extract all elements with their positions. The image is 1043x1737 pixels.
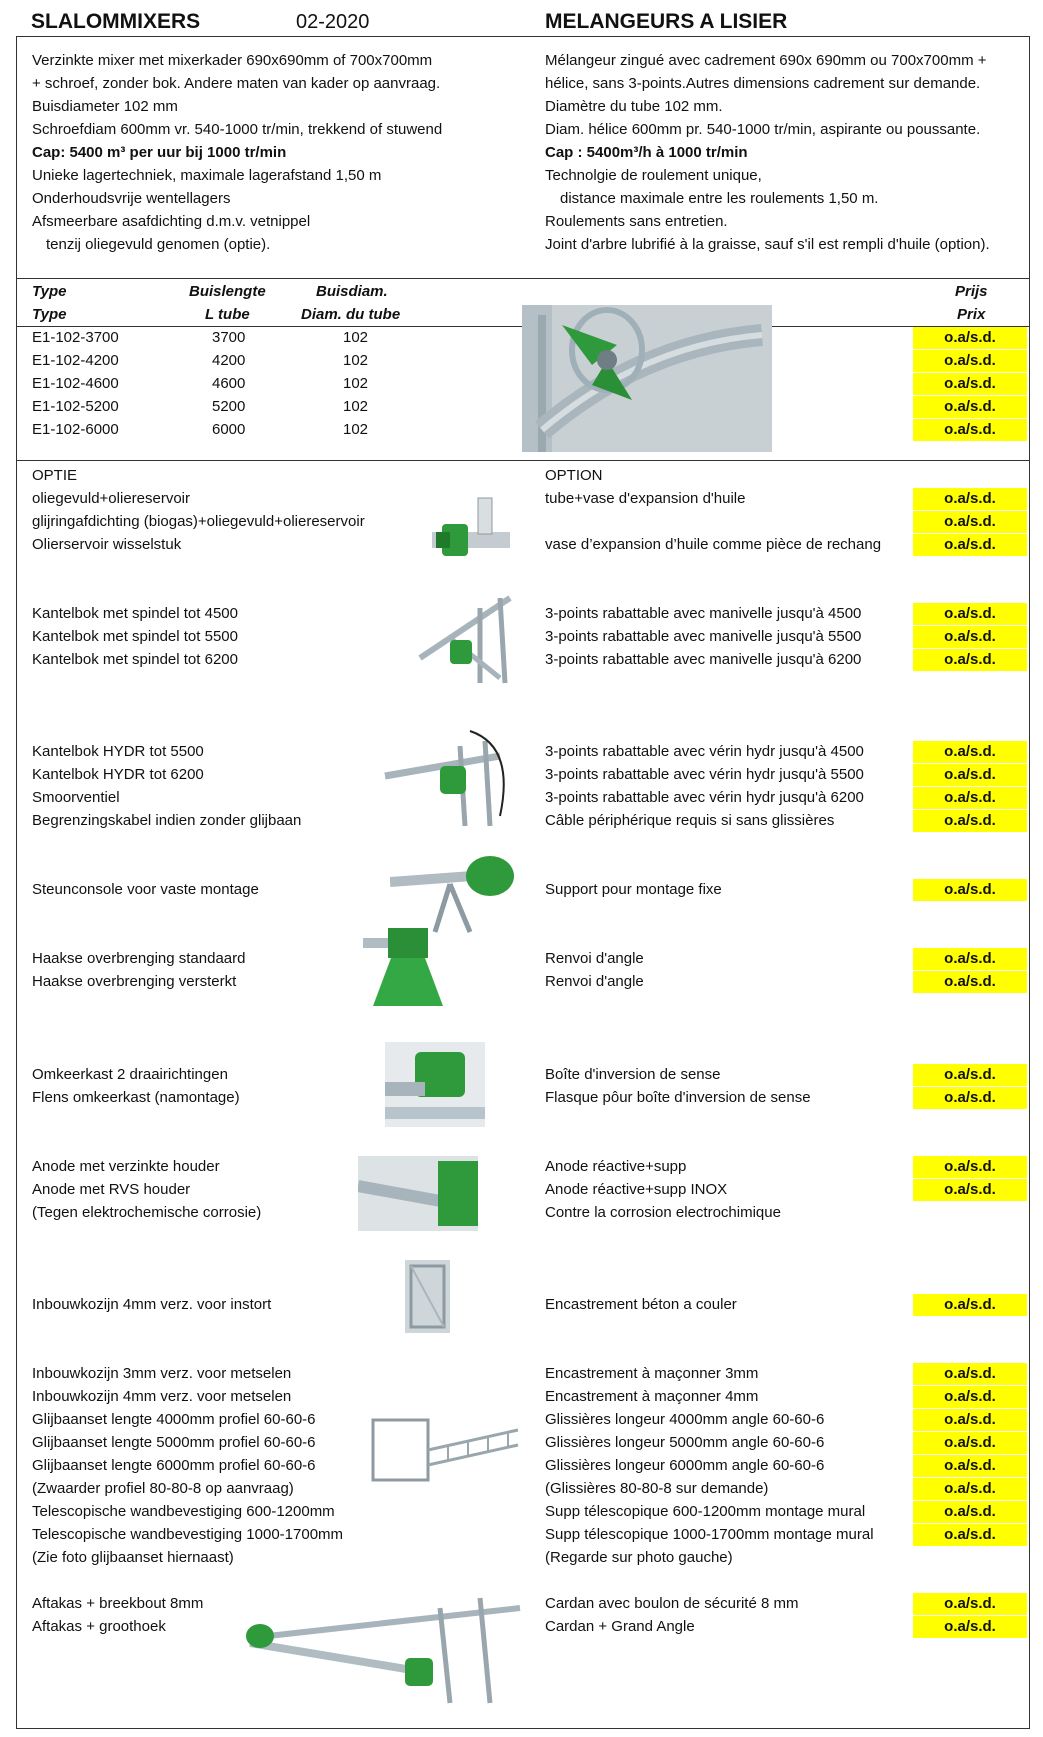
option-price: o.a/s.d. <box>913 1087 1027 1109</box>
option-price: o.a/s.d. <box>913 1294 1027 1316</box>
options-heading-fr: OPTION <box>545 467 603 484</box>
option-fr: Supp télescopique 600-1200mm montage mural <box>545 1503 866 1520</box>
intro-nl-line: Verzinkte mixer met mixerkader 690x690mm of 700x700mm <box>32 52 433 69</box>
option-nl: Kantelbok met spindel tot 5500 <box>32 628 238 645</box>
option-price: o.a/s.d. <box>913 1616 1027 1638</box>
option-fr: 3-points rabattable avec vérin hydr jusqu'à 6200 <box>545 789 864 806</box>
option-nl: Steunconsole voor vaste montage <box>32 881 259 898</box>
col-diam-fr: Diam. du tube <box>301 306 401 323</box>
intro-fr-line: Technolgie de roulement unique, <box>545 167 762 184</box>
option-fr: Glissières longeur 6000mm angle 60-60-6 <box>545 1457 825 1474</box>
option-fr: Encastrement béton a couler <box>545 1296 737 1313</box>
option-price: o.a/s.d. <box>913 1593 1027 1615</box>
option-fr: Flasque pôur boîte d'inversion de sense <box>545 1089 811 1106</box>
option-nl: Inbouwkozijn 4mm verz. voor instort <box>32 1296 272 1313</box>
anode-image <box>358 1156 478 1231</box>
title-fr: MELANGEURS A LISIER <box>545 10 788 33</box>
option-fr: Supp télescopique 1000-1700mm montage mural <box>545 1526 874 1543</box>
cell-price: o.a/s.d. <box>913 396 1027 418</box>
option-price: o.a/s.d. <box>913 1501 1027 1523</box>
option-price: o.a/s.d. <box>913 1363 1027 1385</box>
option-fr: Anode réactive+supp <box>545 1158 687 1175</box>
cell-length: 4200 <box>212 352 246 369</box>
support-console-image <box>390 854 515 934</box>
pto-shaft-image <box>240 1588 530 1708</box>
intro-fr-line: Diam. hélice 600mm pr. 540-1000 tr/min, aspirante ou poussante. <box>545 121 981 138</box>
option-price: o.a/s.d. <box>913 1409 1027 1431</box>
intro-fr-line: Diamètre du tube 102 mm. <box>545 98 723 115</box>
option-nl: Flens omkeerkast (namontage) <box>32 1089 240 1106</box>
tilt-frame-spindle-image <box>410 588 520 688</box>
cell-price: o.a/s.d. <box>913 327 1027 349</box>
option-nl: Inbouwkozijn 4mm verz. voor metselen <box>32 1388 292 1405</box>
option-fr: Câble périphérique requis si sans glissières <box>545 812 835 829</box>
cell-price: o.a/s.d. <box>913 373 1027 395</box>
option-nl: (Zie foto glijbaanset hiernaast) <box>32 1549 234 1566</box>
option-nl: Haakse overbrenging standaard <box>32 950 246 967</box>
option-fr: Encastrement à maçonner 3mm <box>545 1365 759 1382</box>
option-fr: Contre la corrosion electrochimique <box>545 1204 781 1221</box>
option-price: o.a/s.d. <box>913 534 1027 556</box>
option-fr: Cardan + Grand Angle <box>545 1618 695 1635</box>
col-price-nl: Prijs <box>955 283 988 300</box>
option-price: o.a/s.d. <box>913 971 1027 993</box>
option-fr: Anode réactive+supp INOX <box>545 1181 728 1198</box>
intro-fr-line: hélice, sans 3-points.Autres dimensions cadrement sur demande. <box>545 75 981 92</box>
option-fr: 3-points rabattable avec manivelle jusqu'à 4500 <box>545 605 862 622</box>
option-price: o.a/s.d. <box>913 626 1027 648</box>
option-price: o.a/s.d. <box>913 511 1027 533</box>
divider-options <box>16 460 1030 461</box>
col-length-fr: L tube <box>205 306 250 323</box>
divider-intro <box>16 278 1030 279</box>
option-nl: Glijbaanset lengte 6000mm profiel 60-60-6 <box>32 1457 316 1474</box>
option-nl: Glijbaanset lengte 4000mm profiel 60-60-6 <box>32 1411 316 1428</box>
option-price: o.a/s.d. <box>913 879 1027 901</box>
option-fr: Glissières longeur 5000mm angle 60-60-6 <box>545 1434 825 1451</box>
option-fr: tube+vase d'expansion d'huile <box>545 490 746 507</box>
cell-diam: 102 <box>343 375 369 392</box>
option-fr: (Regarde sur photo gauche) <box>545 1549 733 1566</box>
intro-nl-line: Schroefdiam 600mm vr. 540-1000 tr/min, trekkend of stuwend <box>32 121 443 138</box>
title-nl: SLALOMMIXERS <box>31 10 201 33</box>
option-fr: 3-points rabattable avec vérin hydr jusqu'à 5500 <box>545 766 864 783</box>
option-price: o.a/s.d. <box>913 488 1027 510</box>
col-price-fr: Prix <box>957 306 986 323</box>
mixer-photo <box>522 305 772 452</box>
option-nl: (Zwaarder profiel 80-80-8 op aanvraag) <box>32 1480 294 1497</box>
cell-length: 5200 <box>212 398 246 415</box>
col-type-nl: Type <box>32 283 67 300</box>
date: 02-2020 <box>296 11 370 33</box>
intro-nl-line: Afsmeerbare asafdichting d.m.v. vetnippel <box>32 213 311 230</box>
intro-nl-line: Buisdiameter 102 mm <box>32 98 178 115</box>
option-nl: Olierservoir wisselstuk <box>32 536 182 553</box>
option-price: o.a/s.d. <box>913 603 1027 625</box>
intro-nl-line: + schroef, zonder bok. Andere maten van kader op aanvraag. <box>32 75 441 92</box>
built-in-frame-image <box>405 1260 450 1333</box>
cell-type: E1-102-4600 <box>32 375 119 392</box>
intro-nl-line: Onderhoudsvrije wentellagers <box>32 190 231 207</box>
option-fr: Renvoi d'angle <box>545 973 644 990</box>
option-nl: glijringafdichting (biogas)+oliegevuld+oliereservoir <box>32 513 365 530</box>
option-price: o.a/s.d. <box>913 948 1027 970</box>
option-fr: Renvoi d'angle <box>545 950 644 967</box>
option-nl: Inbouwkozijn 3mm verz. voor metselen <box>32 1365 292 1382</box>
option-fr: 3-points rabattable avec vérin hydr jusqu'à 4500 <box>545 743 864 760</box>
intro-fr-line: Joint d'arbre lubrifié à la graisse, sauf s'il est rempli d'huile (option). <box>545 236 990 253</box>
cell-length: 4600 <box>212 375 246 392</box>
option-price: o.a/s.d. <box>913 741 1027 763</box>
cell-type: E1-102-6000 <box>32 421 119 438</box>
intro-nl-line: Unieke lagertechniek, maximale lagerafstand 1,50 m <box>32 167 382 184</box>
option-fr: Glissières longeur 4000mm angle 60-60-6 <box>545 1411 825 1428</box>
option-fr: 3-points rabattable avec manivelle jusqu'à 6200 <box>545 651 862 668</box>
option-nl: (Tegen elektrochemische corrosie) <box>32 1204 262 1221</box>
option-nl: Telescopische wandbevestiging 600-1200mm <box>32 1503 335 1520</box>
option-fr: Encastrement à maçonner 4mm <box>545 1388 759 1405</box>
option-fr: Cardan avec boulon de sécurité 8 mm <box>545 1595 799 1612</box>
option-price: o.a/s.d. <box>913 1524 1027 1546</box>
cell-type: E1-102-3700 <box>32 329 119 346</box>
option-price: o.a/s.d. <box>913 810 1027 832</box>
intro-nl-line: tenzij oliegevuld genomen (optie). <box>46 236 271 253</box>
option-price: o.a/s.d. <box>913 1478 1027 1500</box>
cell-type: E1-102-5200 <box>32 398 119 415</box>
option-nl: Aftakas + breekbout 8mm <box>32 1595 204 1612</box>
cell-diam: 102 <box>343 329 369 346</box>
option-fr: 3-points rabattable avec manivelle jusqu'à 5500 <box>545 628 862 645</box>
option-price: o.a/s.d. <box>913 1156 1027 1178</box>
tilt-frame-hydraulic-image <box>380 726 520 831</box>
cell-diam: 102 <box>343 421 369 438</box>
option-nl: Kantelbok HYDR tot 6200 <box>32 766 204 783</box>
option-price: o.a/s.d. <box>913 764 1027 786</box>
option-nl: Kantelbok met spindel tot 4500 <box>32 605 238 622</box>
cell-price: o.a/s.d. <box>913 419 1027 441</box>
cell-price: o.a/s.d. <box>913 350 1027 372</box>
cell-diam: 102 <box>343 352 369 369</box>
option-price: o.a/s.d. <box>913 1455 1027 1477</box>
option-nl: Kantelbok met spindel tot 6200 <box>32 651 238 668</box>
option-nl: Smoorventiel <box>32 789 120 806</box>
col-diam-nl: Buisdiam. <box>316 283 388 300</box>
option-nl: Glijbaanset lengte 5000mm profiel 60-60-6 <box>32 1434 316 1451</box>
option-nl: Aftakas + groothoek <box>32 1618 166 1635</box>
option-nl: Anode met verzinkte houder <box>32 1158 220 1175</box>
col-type-fr: Type <box>32 306 67 323</box>
option-nl: Anode met RVS houder <box>32 1181 191 1198</box>
option-price: o.a/s.d. <box>913 1386 1027 1408</box>
option-fr: Support pour montage fixe <box>545 881 722 898</box>
option-price: o.a/s.d. <box>913 787 1027 809</box>
option-price: o.a/s.d. <box>913 649 1027 671</box>
col-length-nl: Buislengte <box>189 283 266 300</box>
option-fr: (Glissières 80-80-8 sur demande) <box>545 1480 769 1497</box>
cell-diam: 102 <box>343 398 369 415</box>
cell-length: 6000 <box>212 421 246 438</box>
option-nl: Begrenzingskabel indien zonder glijbaan <box>32 812 302 829</box>
intro-fr-line: Roulements sans entretien. <box>545 213 728 230</box>
option-fr: Boîte d'inversion de sense <box>545 1066 721 1083</box>
option-nl: Haakse overbrenging versterkt <box>32 973 237 990</box>
option-price: o.a/s.d. <box>913 1064 1027 1086</box>
cell-type: E1-102-4200 <box>32 352 119 369</box>
slide-set-image <box>368 1410 523 1490</box>
option-price: o.a/s.d. <box>913 1432 1027 1454</box>
cell-length: 3700 <box>212 329 246 346</box>
intro-fr-line: distance maximale entre les roulements 1,50 m. <box>560 190 879 207</box>
option-nl: Kantelbok HYDR tot 5500 <box>32 743 204 760</box>
angle-gearbox-image <box>363 928 458 1008</box>
options-heading-nl: OPTIE <box>32 467 78 484</box>
intro-nl-capacity: Cap: 5400 m³ per uur bij 1000 tr/min <box>32 144 287 161</box>
option-fr: vase d’expansion d’huile comme pièce de rechang <box>545 536 882 553</box>
intro-fr-line: Mélangeur zingué avec cadrement 690x 690mm ou 700x700mm + <box>545 52 987 69</box>
option-nl: Telescopische wandbevestiging 1000-1700mm <box>32 1526 344 1543</box>
oil-reservoir-image <box>432 492 510 564</box>
intro-fr-capacity: Cap : 5400m³/h à 1000 tr/min <box>545 144 748 161</box>
option-nl: oliegevuld+oliereservoir <box>32 490 191 507</box>
option-price: o.a/s.d. <box>913 1179 1027 1201</box>
reverse-box-image <box>385 1042 485 1127</box>
option-nl: Omkeerkast 2 draairichtingen <box>32 1066 228 1083</box>
